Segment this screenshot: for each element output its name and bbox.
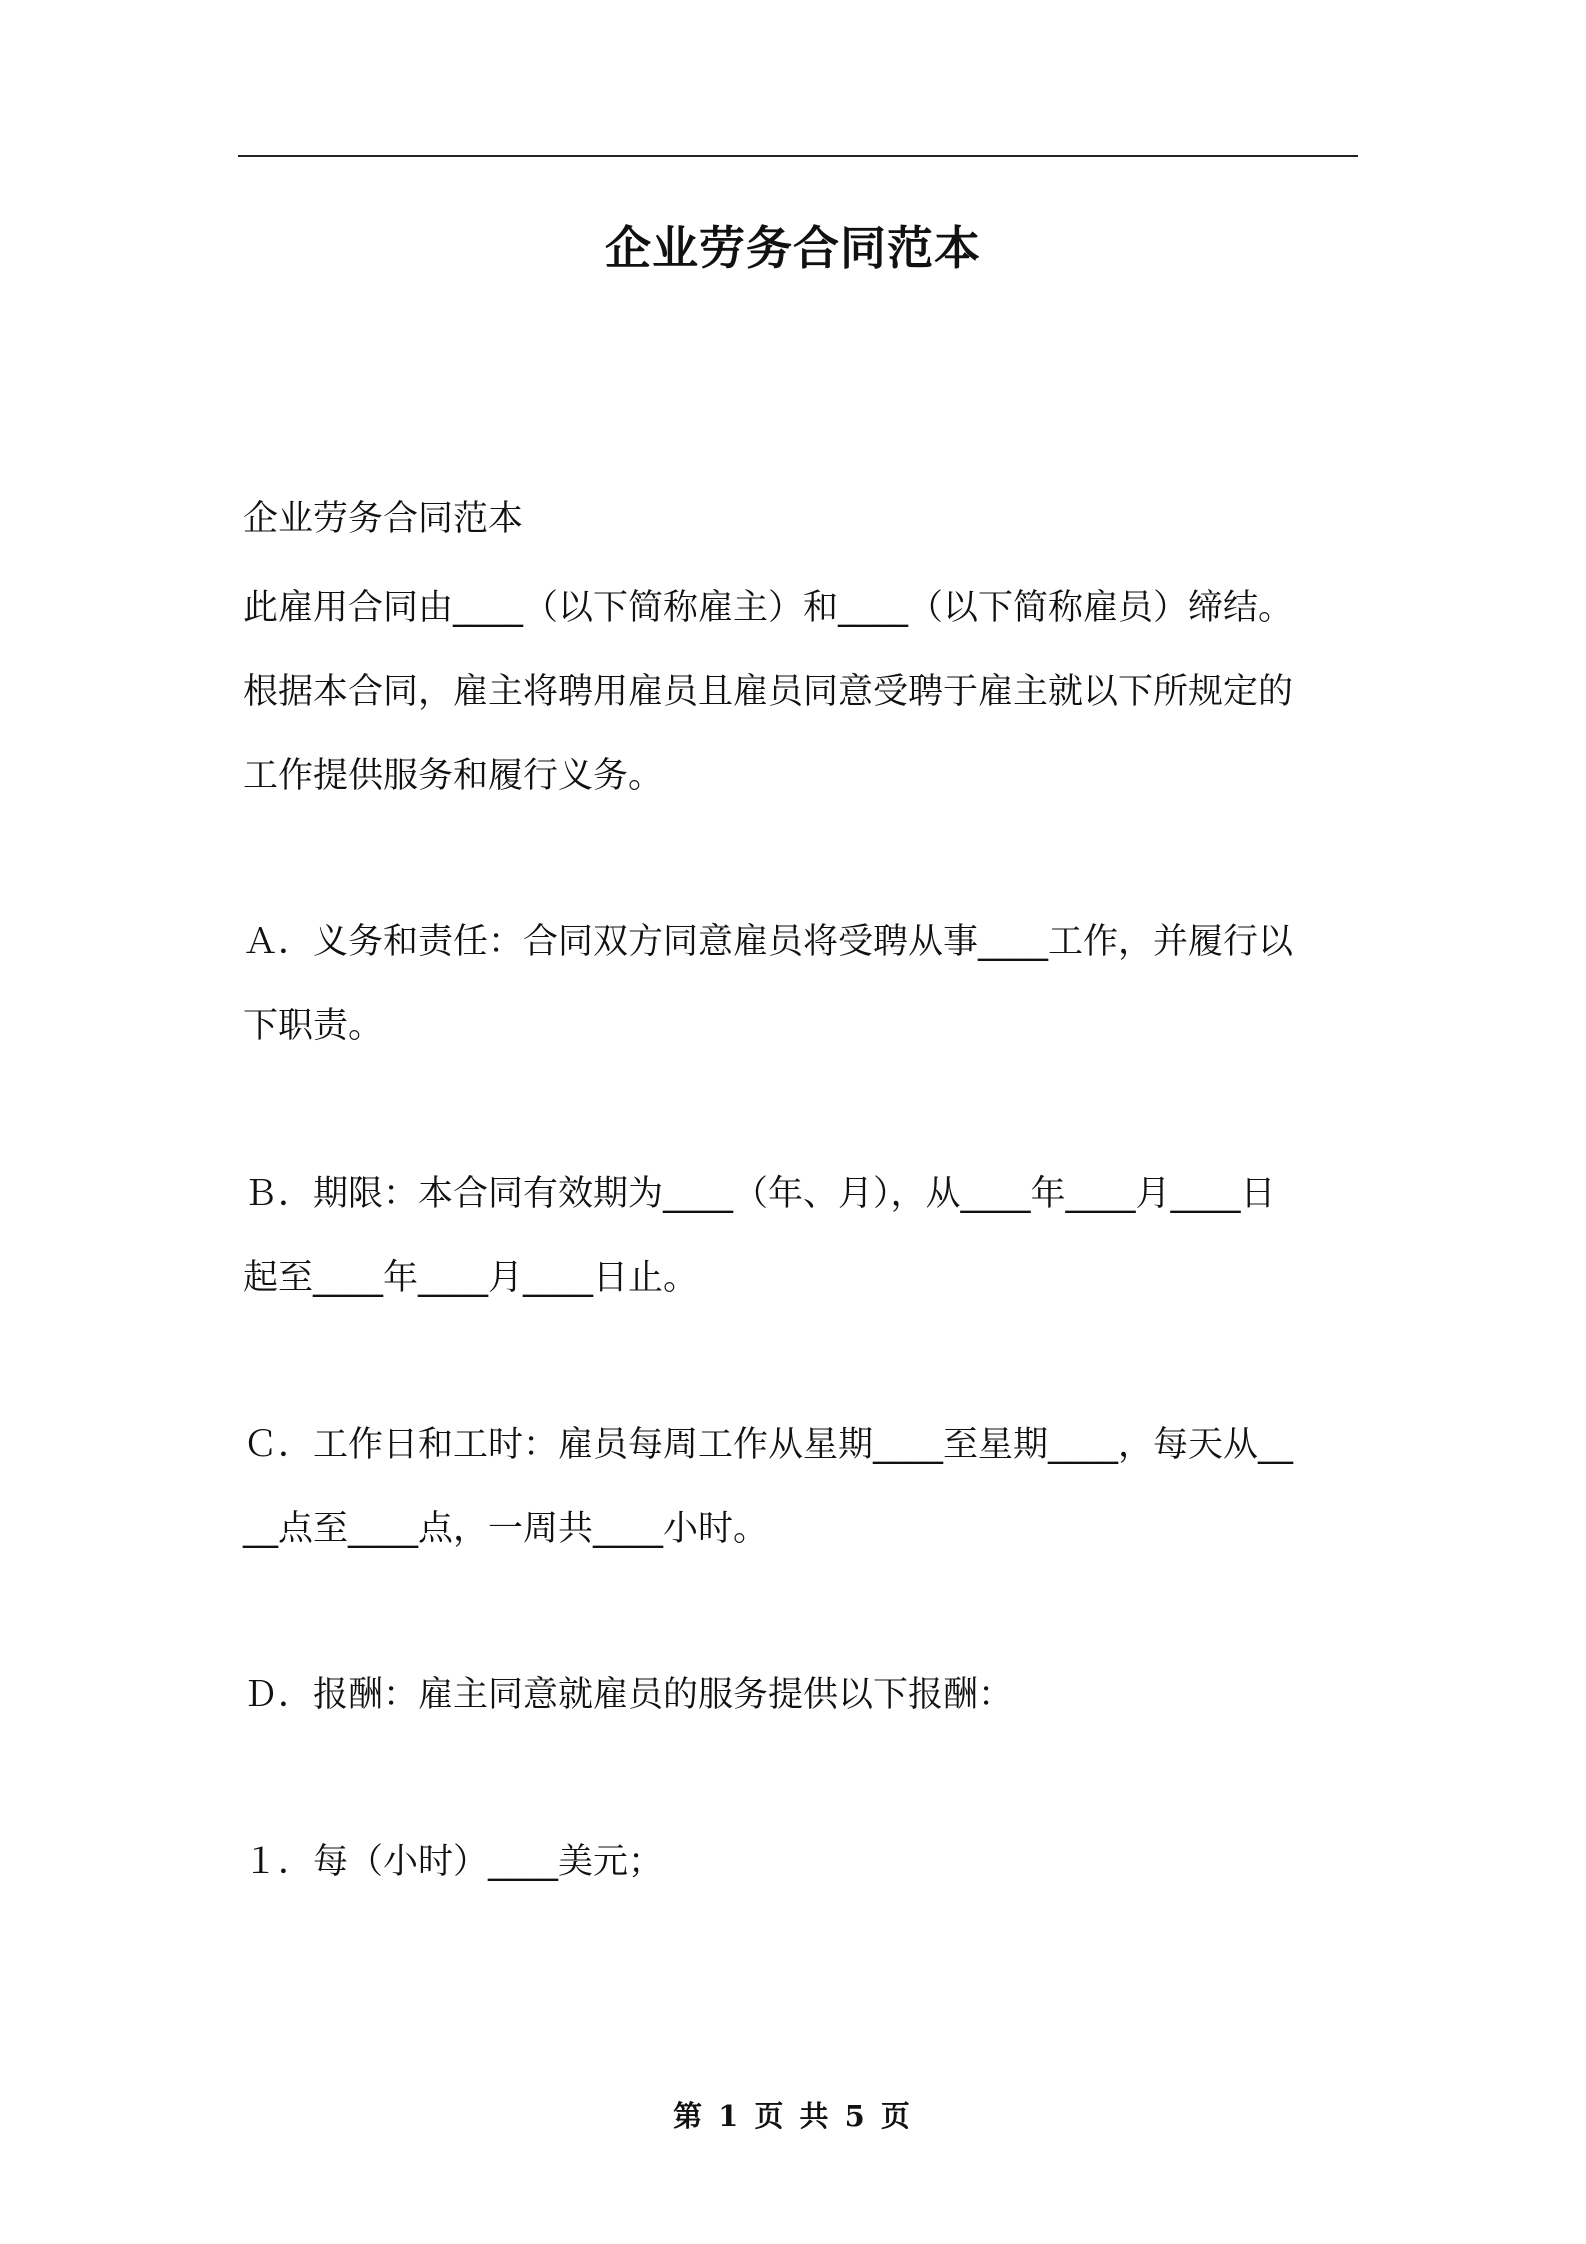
section-b-term: [243, 1152, 1361, 1320]
subtitle-line: 企业劳务合同范本: [243, 499, 524, 539]
header-rule: [238, 155, 1358, 157]
section-a-duties: [243, 900, 1361, 1068]
document-subtitle: [243, 483, 1361, 555]
section-d-line-1: Ｄ．报酬：雇主同意就雇员的服务提供以下报酬：: [243, 1675, 1014, 1715]
section-b-line-2: 起至____年____月____日止。: [243, 1258, 699, 1298]
section-c-line-1: Ｃ．工作日和工时：雇员每周工作从星期____至星期____，每天从__: [243, 1425, 1294, 1465]
section-d-compensation: [243, 1653, 1361, 1737]
section-c-line-2: __点至____点，一周共____小时。: [243, 1509, 769, 1549]
page-number-footer: 第 1 页 共 5 页: [673, 2099, 913, 2133]
section-b-line-1: Ｂ．期限：本合同有效期为____（年、月），从____年____月____日: [243, 1174, 1276, 1214]
section-c-working-hours: [243, 1403, 1361, 1571]
section-a-line-1: Ａ．义务和责任：合同双方同意雇员将受聘从事____工作，并履行以: [243, 922, 1294, 962]
intro-line-1: 此雇用合同由____（以下简称雇主）和____（以下简称雇员）缔结。: [243, 588, 1294, 628]
intro-line-3: 工作提供服务和履行义务。: [243, 756, 664, 796]
compensation-item-1: [243, 1820, 1361, 1904]
document-title: 企业劳务合同范本: [605, 221, 981, 275]
item-1-line-1: １．每（小时）____美元；: [243, 1842, 664, 1882]
intro-paragraph: [243, 566, 1361, 818]
section-a-line-2: 下职责。: [243, 1006, 384, 1046]
intro-line-2: 根据本合同，雇主将聘用雇员且雇员同意受聘于雇主就以下所规定的: [243, 672, 1294, 712]
